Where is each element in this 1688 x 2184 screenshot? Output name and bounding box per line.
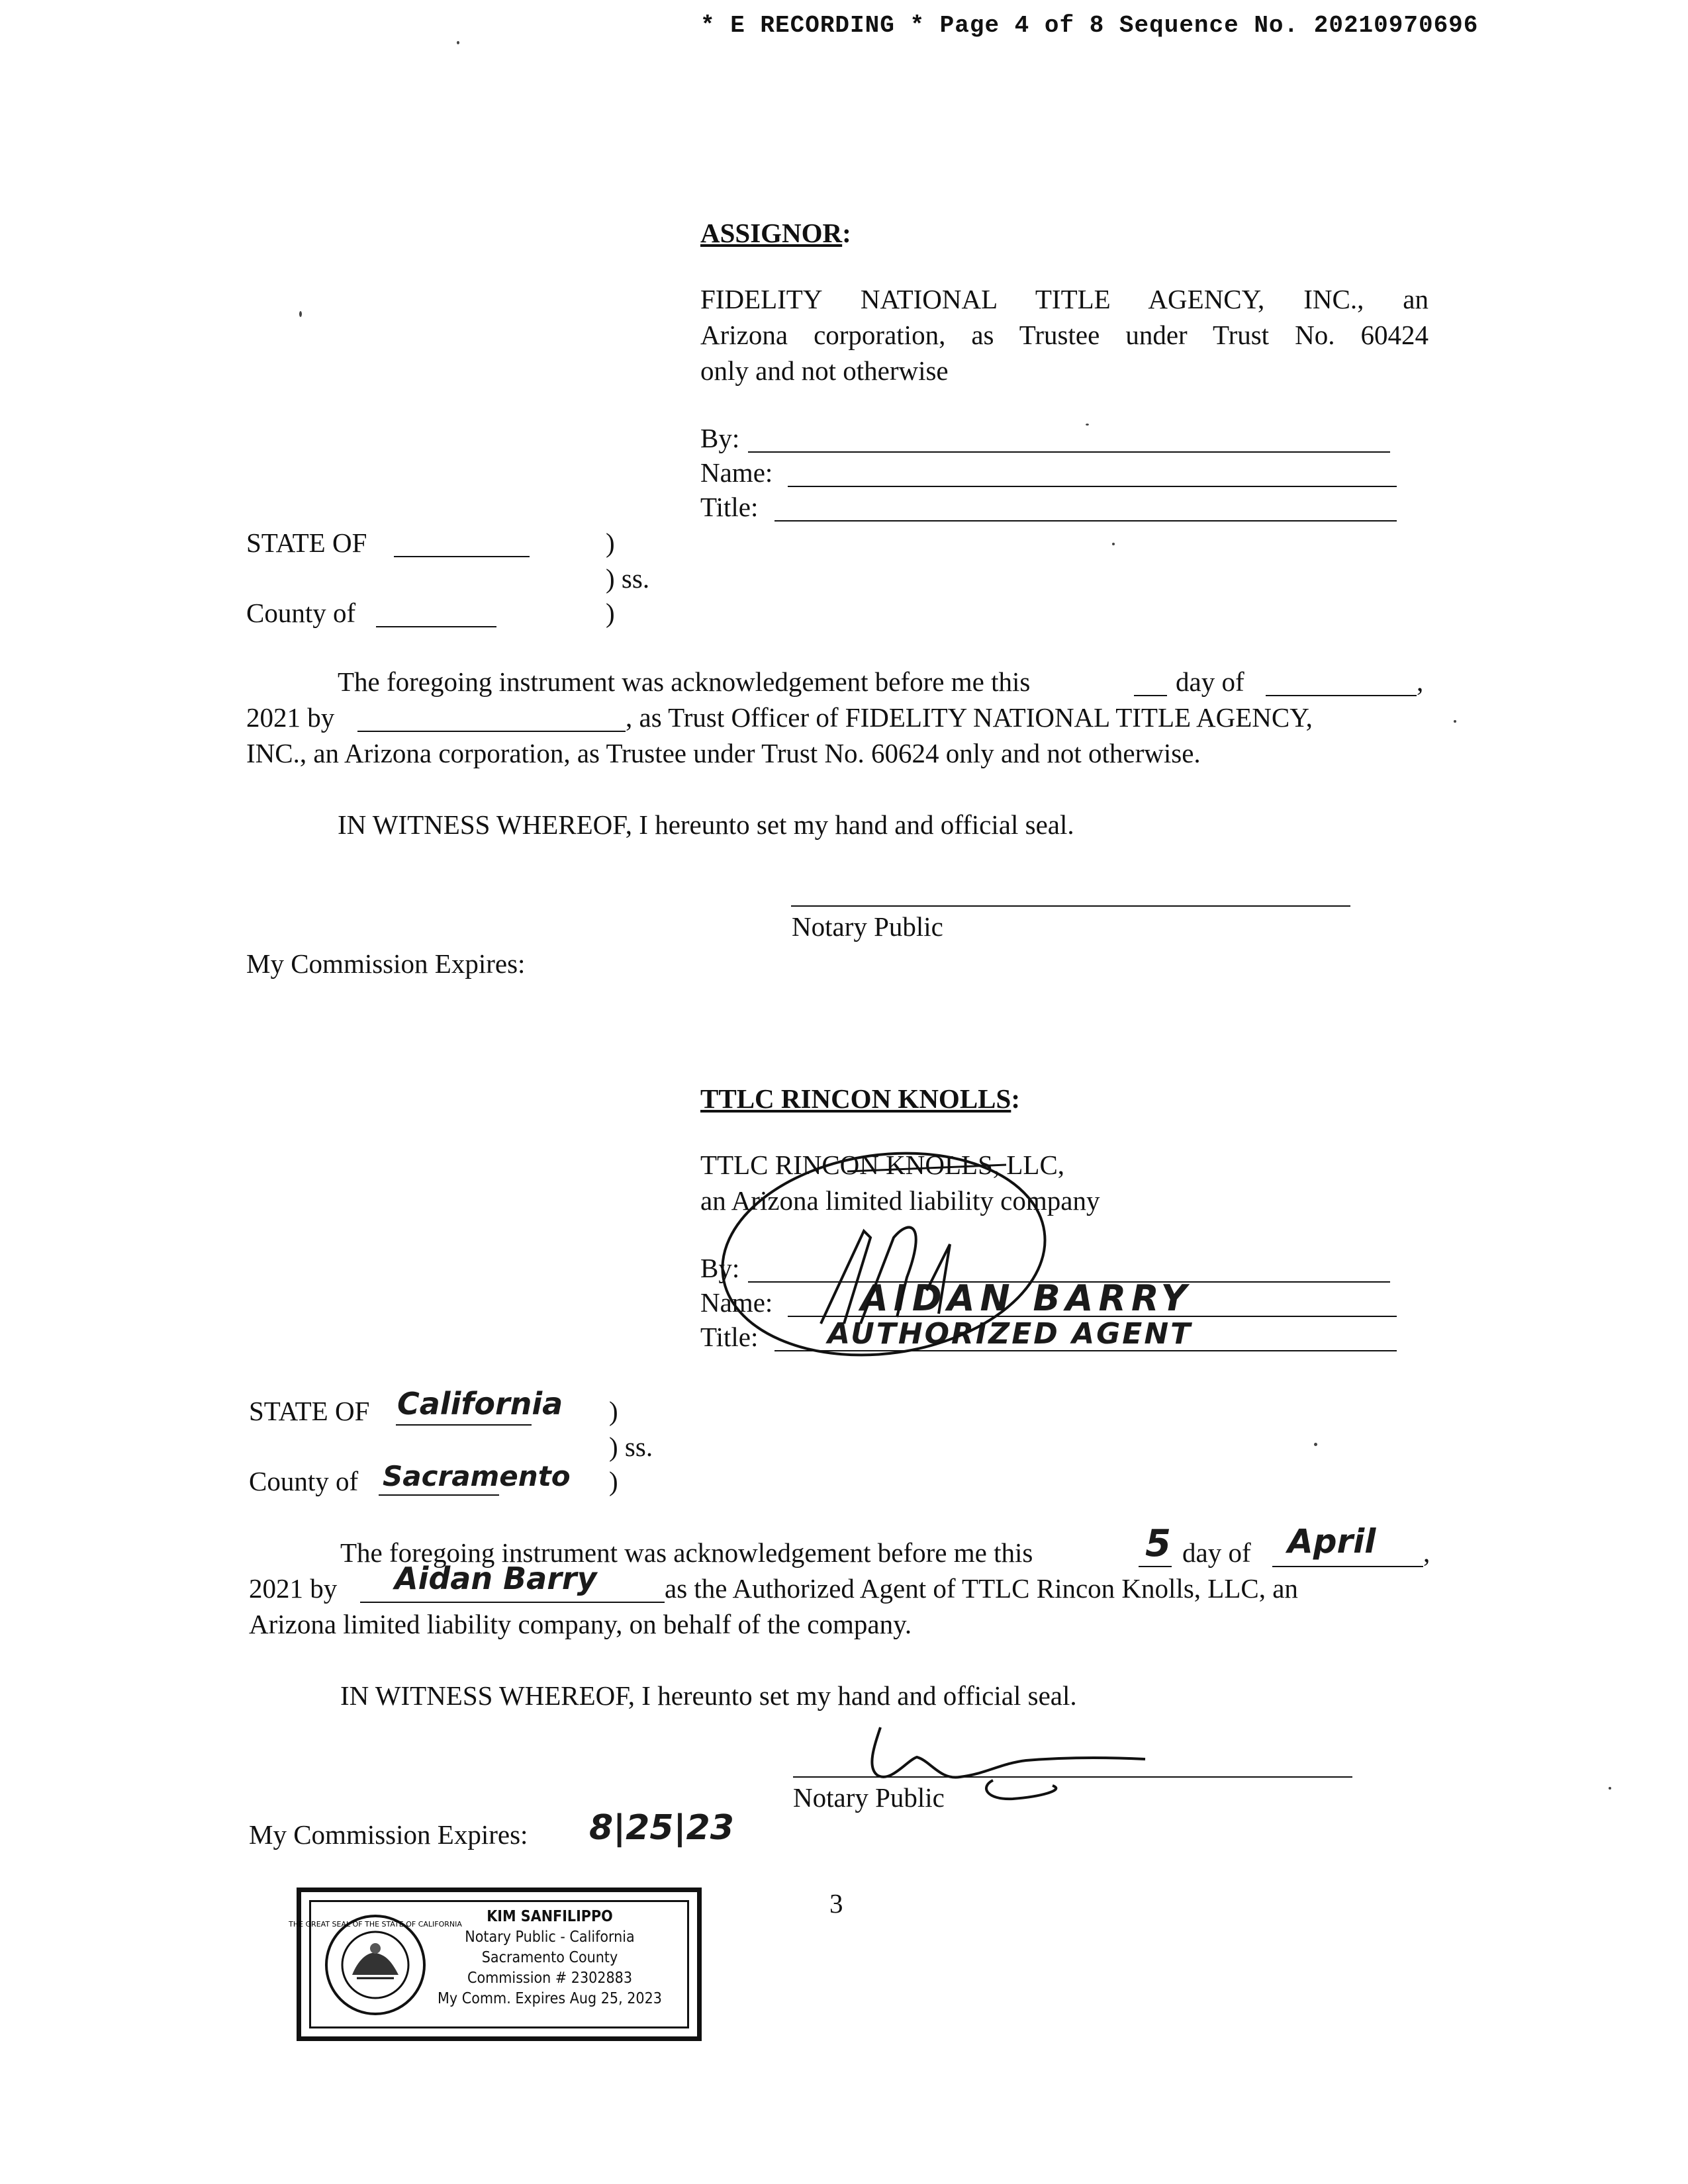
stamp-line4: Commission # 2302883: [467, 1970, 632, 1987]
stamp-line1: KIM SANFILIPPO: [487, 1908, 613, 1925]
assignor-entity-line2: Arizona corporation, as Trustee under Trust No. 60424: [700, 320, 1429, 350]
stamp-line2: Notary Public - California: [465, 1929, 635, 1946]
county-of-line-2: [379, 1494, 499, 1496]
ack1-para-line1-b: day of: [1176, 666, 1244, 697]
ack2-witness: IN WITNESS WHEREOF, I hereunto set my hand and official seal.: [340, 1680, 1077, 1711]
ack2-para-line1-b: day of: [1182, 1537, 1251, 1568]
ttlc-name-label: Name:: [700, 1287, 773, 1318]
ack1-paren-1: ): [606, 527, 615, 558]
ack2-para-line2-b: as the Authorized Agent of TTLC Rincon Knolls, LLC, an: [665, 1573, 1298, 1604]
ack2-para-line3: Arizona limited liability company, on behalf of the company.: [249, 1609, 912, 1639]
ack2-commission-label: My Commission Expires:: [249, 1819, 528, 1850]
ack1-notary-label: Notary Public: [792, 911, 943, 942]
ack2-month-line: [1272, 1566, 1423, 1567]
county-of-label-2: County of: [249, 1466, 359, 1496]
ack2-para-line1-c: ,: [1423, 1537, 1430, 1568]
notary-stamp: [289, 1888, 702, 2041]
ack1-commission-label: My Commission Expires:: [246, 948, 526, 979]
ack1-paren-2: ): [606, 598, 615, 628]
ack2-day-value: 5: [1145, 1522, 1171, 1565]
ack1-month-line: [1266, 695, 1417, 696]
county-of-value-2: Sacramento: [383, 1460, 571, 1492]
california-seal-icon: [289, 1912, 462, 2018]
assignor-title-line: [774, 520, 1397, 522]
assignor-name-line: [788, 486, 1397, 487]
ack1-day-line: [1134, 695, 1167, 696]
ack2-notary-label: Notary Public: [793, 1782, 945, 1813]
state-of-value-2: California: [397, 1386, 563, 1422]
ack1-ss: ) ss.: [606, 563, 650, 594]
ttlc-title-label: Title:: [700, 1322, 759, 1352]
ttlc-entity-line1: TTLC RINCON KNOLLS, LLC,: [700, 1150, 1065, 1180]
ttlc-colon: :: [1011, 1083, 1020, 1114]
ack2-paren-2: ): [609, 1466, 618, 1496]
scan-speck: [1609, 1787, 1611, 1790]
state-of-label-1: STATE OF: [246, 527, 367, 558]
ack1-by-line: [357, 731, 626, 732]
recording-header: * E RECORDING * Page 4 of 8 Sequence No. 20210970696: [700, 12, 1479, 39]
scan-speck: [1086, 424, 1089, 426]
assignor-by-line: [748, 451, 1390, 453]
stamp-line5: My Comm. Expires Aug 25, 2023: [438, 1990, 662, 2007]
state-of-label-2: STATE OF: [249, 1396, 370, 1426]
assignor-entity-line1: FIDELITY NATIONAL TITLE AGENCY, INC., an: [700, 284, 1429, 314]
ack1-para-line3: INC., an Arizona corporation, as Trustee under Trust No. 60624 only and not otherwise.: [246, 738, 1201, 768]
scan-speck: [1454, 720, 1456, 723]
assignor-entity-line3: only and not otherwise: [700, 355, 949, 386]
assignor-heading: ASSIGNOR: [700, 218, 843, 248]
ack2-day-line: [1139, 1566, 1172, 1567]
state-of-line-2: [396, 1424, 532, 1426]
ttlc-heading: TTLC RINCON KNOLLS: [700, 1083, 1011, 1114]
scan-speck: [1314, 1443, 1317, 1446]
ack1-para-line1-a: The foregoing instrument was acknowledgement before me this: [338, 666, 1031, 697]
assignor-name-label: Name:: [700, 457, 773, 488]
ack1-para-line1-c: ,: [1417, 666, 1424, 697]
county-of-label-1: County of: [246, 598, 356, 628]
ack2-notary-signature-line: [793, 1776, 1352, 1778]
ack1-para-line2-b: , as Trust Officer of FIDELITY NATIONAL TITLE AGENCY,: [626, 702, 1313, 733]
ack2-month-value: April: [1288, 1522, 1376, 1561]
page-number: 3: [829, 1888, 843, 1919]
assignor-by-label: By:: [700, 423, 740, 453]
state-of-line-1: [394, 556, 530, 557]
scan-speck: [299, 311, 302, 317]
ack1-notary-signature-line: [791, 905, 1350, 907]
ttlc-name-handwritten: AIDAN BARRY: [861, 1277, 1192, 1319]
ttlc-title-handwritten: AUTHORIZED AGENT: [827, 1317, 1193, 1351]
seal-text: THE GREAT SEAL OF THE STATE OF CALIFORNIA: [289, 1920, 462, 1929]
county-of-line-1: [376, 626, 496, 627]
ttlc-entity-line2: an Arizona limited liability company: [700, 1185, 1100, 1216]
ttlc-by-label: By:: [700, 1253, 740, 1283]
assignor-title-label: Title:: [700, 492, 759, 522]
assignor-heading-wrap: [700, 217, 851, 249]
ack2-commission-value: 8|25|23: [589, 1808, 734, 1848]
assignor-colon: :: [842, 218, 851, 248]
ttlc-signature-mark: [728, 1125, 1072, 1363]
ack2-by-value: Aidan Barry: [395, 1561, 597, 1596]
ack2-by-line: [360, 1602, 665, 1603]
ack2-para-line2-a: 2021 by: [249, 1573, 338, 1604]
ttlc-heading-wrap: [700, 1083, 1020, 1115]
ack2-para-line1-a: The foregoing instrument was acknowledgement before me this: [340, 1537, 1033, 1568]
ack1-witness: IN WITNESS WHEREOF, I hereunto set my hand and official seal.: [338, 809, 1074, 840]
ack2-ss: ) ss.: [609, 1432, 653, 1462]
ack2-paren-1: ): [609, 1396, 618, 1426]
ack1-para-line2-a: 2021 by: [246, 702, 335, 733]
scan-speck: [1112, 543, 1115, 545]
scan-speck: [457, 41, 459, 44]
stamp-line3: Sacramento County: [481, 1949, 618, 1966]
notary-stamp-text: [434, 1907, 666, 2009]
